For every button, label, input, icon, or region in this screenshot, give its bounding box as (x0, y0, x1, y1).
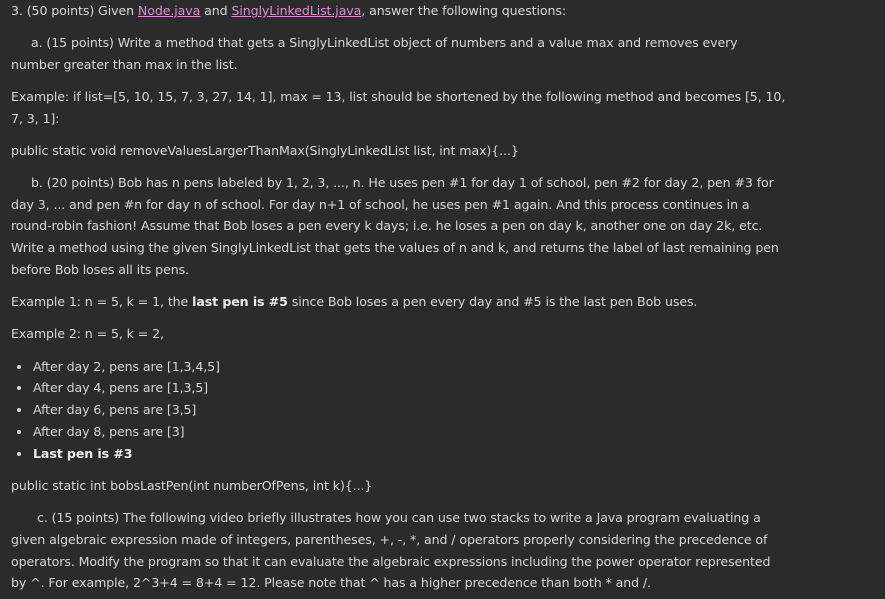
bullet-icon (17, 452, 21, 456)
part-a-example-line-2: 7, 3, 1]: (11, 111, 60, 126)
part-b-signature: public static int bobsLastPen(int numberOfPens, int k){...} (11, 478, 373, 493)
part-c-line-4: by ^. For example, 2^3+4 = 8+4 = 12. Please note that ^ has a higher precedence than both * and /. (11, 575, 651, 590)
part-b-line-1: b. (20 points) Bob has n pens labeled by 1, 2, 3, ..., n. He uses pen #1 for day 1 of school, pen #2 for day 2, pen #3 for (31, 175, 774, 190)
part-c-line-3: operators. Modify the program so that it can evaluate the algebraic expressions including the power operator represented (11, 554, 771, 569)
question-3-heading: 3. (50 points) Given Node.java and SinglyLinkedList.java, answer the following questions: (11, 3, 566, 18)
part-b-line-5: before Bob loses all its pens. (11, 262, 189, 277)
part-c-line-1: c. (15 points) The following video briefly illustrates how you can use two stacks to write a Java program evaluating a (37, 510, 761, 525)
part-b-example-1: Example 1: n = 5, k = 1, the last pen is #5 since Bob loses a pen every day and #5 is the last pen Bob uses. (11, 294, 698, 309)
node-java-link[interactable]: Node.java (137, 3, 201, 18)
part-a-line-2: number greater than max in the list. (11, 57, 238, 72)
list-item: After day 4, pens are [1,3,5] (33, 380, 209, 395)
bullet-icon (17, 386, 21, 390)
list-item: After day 6, pens are [3,5] (33, 402, 197, 417)
part-a-example-line-1: Example: if list=[5, 10, 15, 7, 3, 27, 14, 1], max = 13, list should be shortened by the following method and becomes [5, 10, (11, 89, 786, 104)
part-b-line-3: round-robin fashion! Assume that Bob loses a pen every k days; i.e. he loses a pen on day k, another one on day 2k, etc. (11, 218, 763, 233)
singly-linked-list-java-link[interactable]: SinglyLinkedList.java (231, 3, 362, 18)
part-b-line-4: Write a method using the given SinglyLinkedList that gets the values of n and k, and returns the label of last remaining pen (11, 240, 779, 255)
list-item-last: Last pen is #3 (33, 446, 133, 461)
last-pen-bold: last pen is #5 (192, 294, 288, 309)
list-item: After day 2, pens are [1,3,4,5] (33, 359, 220, 374)
part-b-example-2: Example 2: n = 5, k = 2, (11, 326, 164, 341)
part-a-signature: public static void removeValuesLargerThanMax(SinglyLinkedList list, int max){...} (11, 143, 519, 158)
bullet-icon (17, 365, 21, 369)
part-c-line-2: given algebraic expression made of integers, parentheses, +, -, *, and / operators properly considering the precedence of (11, 532, 768, 547)
list-item: After day 8, pens are [3] (33, 424, 185, 439)
part-a-line-1: a. (15 points) Write a method that gets a SinglyLinkedList object of numbers and a value max and removes every (31, 35, 738, 50)
bullet-icon (17, 408, 21, 412)
bullet-icon (17, 430, 21, 434)
part-b-line-2: day 3, ... and pen #n for day n of school. For day n+1 of school, he uses pen #1 again. And this process continues in a (11, 197, 750, 212)
